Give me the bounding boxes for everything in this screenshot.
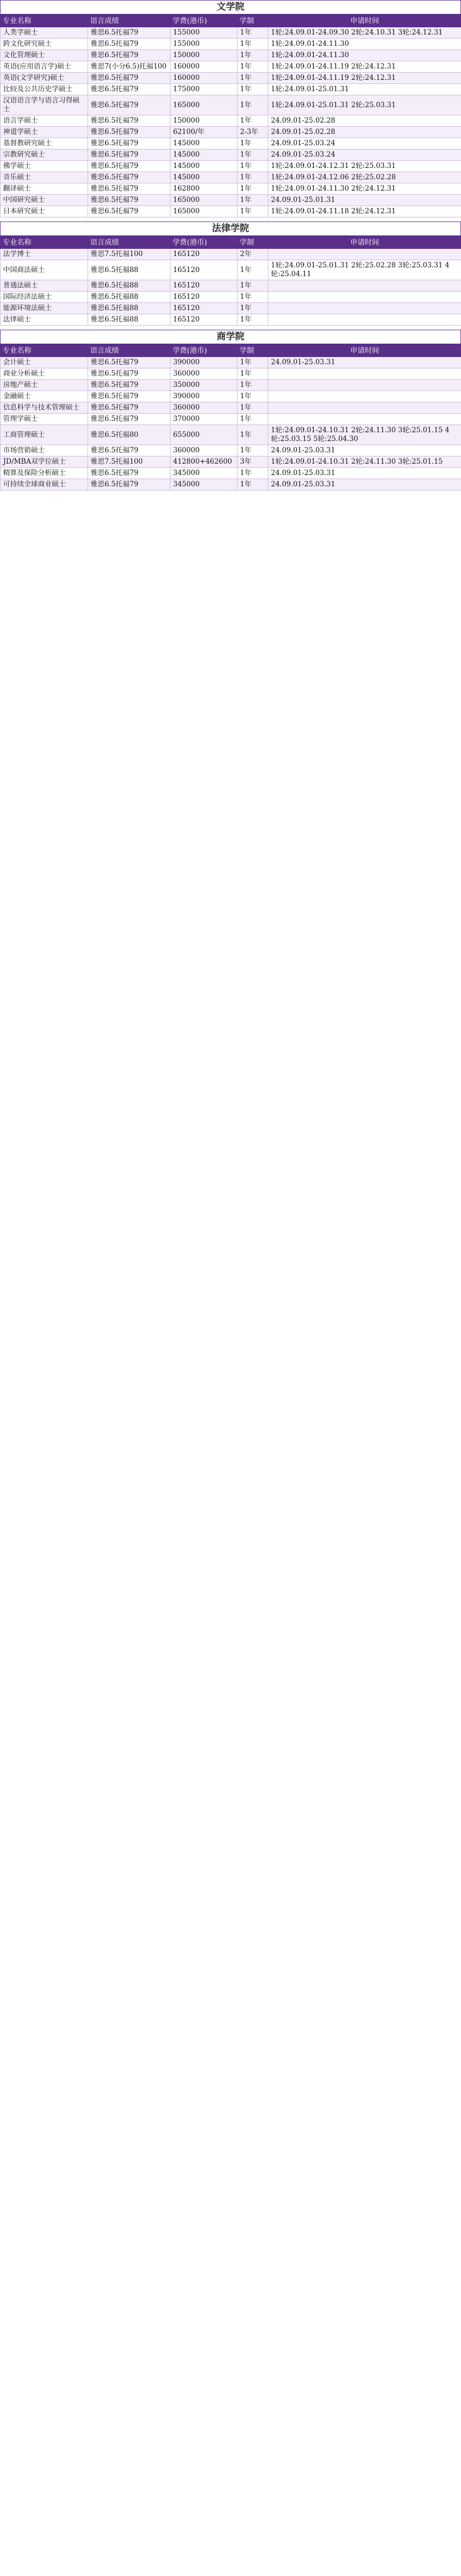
table-row <box>1 391 461 402</box>
duration: 1年 <box>237 368 268 380</box>
language-req: 雅思6.5托福79 <box>88 84 170 95</box>
program-name: 房地产硕士 <box>1 380 88 391</box>
header-deadline: 申请时间 <box>268 344 461 357</box>
language-req: 雅思6.5托福79 <box>88 27 170 39</box>
program-name: 普通法硕士 <box>1 280 88 292</box>
tuition: 145000 <box>170 149 237 161</box>
language-req: 雅思6.5托福79 <box>88 138 170 149</box>
table-row <box>1 260 461 280</box>
program-name: 中国商法硕士 <box>1 260 88 280</box>
duration: 1年 <box>237 115 268 127</box>
program-name: 神道学硕士 <box>1 127 88 138</box>
deadline: 24.09.01-25.02.28 <box>268 115 461 127</box>
program-name: 人类学硕士 <box>1 27 88 39</box>
duration: 1年 <box>237 402 268 414</box>
language-req: 雅思6.5托福79 <box>88 468 170 479</box>
table-row <box>1 84 461 95</box>
duration: 1年 <box>237 314 268 326</box>
table-row <box>1 402 461 414</box>
duration: 1年 <box>237 391 268 402</box>
tuition: 165120 <box>170 292 237 303</box>
tuition: 145000 <box>170 138 237 149</box>
deadline: 1轮:24.09.01-24.09.30 2轮:24.10.31 3轮:24.12.31 <box>268 27 461 39</box>
deadline: 1轮:24.09.01-24.11.19 2轮:24.12.31 <box>268 73 461 84</box>
header-program: 专业名称 <box>1 14 88 27</box>
duration: 1年 <box>237 468 268 479</box>
deadline: 24.09.01-25.03.24 <box>268 138 461 149</box>
language-req: 雅思6.5托福79 <box>88 172 170 183</box>
duration: 3年 <box>237 456 268 468</box>
language-req: 雅思7(小分6.5)托福100 <box>88 61 170 73</box>
duration: 1年 <box>237 172 268 183</box>
program-name: 法学博士 <box>1 249 88 260</box>
deadline: 1轮:24.09.01-25.01.31 2轮:25.03.31 <box>268 95 461 115</box>
program-table <box>0 14 461 217</box>
duration: 1年 <box>237 61 268 73</box>
duration: 1年 <box>237 149 268 161</box>
deadline: 1轮:24.09.01-24.10.31 2轮:24.11.30 3轮:25.01.15 <box>268 456 461 468</box>
deadline <box>268 292 461 303</box>
program-name: 国际经济法硕士 <box>1 292 88 303</box>
deadline <box>268 380 461 391</box>
duration: 1年 <box>237 84 268 95</box>
table-row <box>1 468 461 479</box>
program-name: 文化管理硕士 <box>1 50 88 61</box>
language-req: 雅思6.5托福79 <box>88 445 170 456</box>
deadline: 1轮:24.09.01-24.11.18 2轮:24.12.31 <box>268 206 461 217</box>
section-title: 文学院 <box>0 0 461 14</box>
duration: 1年 <box>237 27 268 39</box>
deadline: 24.09.01-25.03.24 <box>268 149 461 161</box>
deadline: 1轮:24.09.01-24.11.30 <box>268 50 461 61</box>
program-name: 精算及保险分析硕士 <box>1 468 88 479</box>
tuition: 165120 <box>170 314 237 326</box>
deadline: 24.09.01-25.01.31 <box>268 195 461 206</box>
duration: 1年 <box>237 195 268 206</box>
table-row <box>1 149 461 161</box>
table-row <box>1 292 461 303</box>
tuition: 155000 <box>170 39 237 50</box>
header-tuition: 学费(港币) <box>170 14 237 27</box>
header-language: 语言成绩 <box>88 344 170 357</box>
duration: 2-3年 <box>237 127 268 138</box>
tuition: 145000 <box>170 172 237 183</box>
deadline: 24.09.01-25.03.31 <box>268 357 461 368</box>
tuition: 360000 <box>170 445 237 456</box>
tuition: 160000 <box>170 61 237 73</box>
header-deadline: 申请时间 <box>268 14 461 27</box>
deadline <box>268 280 461 292</box>
language-req: 雅思6.5托福79 <box>88 39 170 50</box>
language-req: 雅思6.5托福79 <box>88 73 170 84</box>
language-req: 雅思6.5托福79 <box>88 414 170 425</box>
duration: 1年 <box>237 292 268 303</box>
table-row <box>1 115 461 127</box>
table-row <box>1 183 461 195</box>
table-row <box>1 127 461 138</box>
tuition: 165120 <box>170 249 237 260</box>
table-row <box>1 195 461 206</box>
table-row <box>1 368 461 380</box>
language-req: 雅思6.5托福80 <box>88 425 170 445</box>
language-req: 雅思6.5托福79 <box>88 402 170 414</box>
tuition: 345000 <box>170 468 237 479</box>
duration: 1年 <box>237 138 268 149</box>
program-name: 佛学硕士 <box>1 161 88 172</box>
tuition: 165000 <box>170 206 237 217</box>
tuition: 360000 <box>170 402 237 414</box>
header-tuition: 学费(港币) <box>170 236 237 249</box>
program-name: 可持续全球商业硕士 <box>1 479 88 490</box>
faculty-section <box>0 0 461 217</box>
language-req: 雅思6.5托福79 <box>88 380 170 391</box>
deadline: 1轮:24.09.01-24.11.19 2轮:24.12.31 <box>268 61 461 73</box>
program-name: 信息科学与技术管理硕士 <box>1 402 88 414</box>
language-req: 雅思6.5托福79 <box>88 479 170 490</box>
table-row <box>1 314 461 326</box>
tuition: 345000 <box>170 479 237 490</box>
table-row <box>1 425 461 445</box>
program-name: JD/MBA双学位硕士 <box>1 456 88 468</box>
deadline <box>268 368 461 380</box>
section-title: 法律学院 <box>0 222 461 235</box>
tuition: 655000 <box>170 425 237 445</box>
table-row <box>1 161 461 172</box>
table-header-row <box>1 236 461 249</box>
deadline: 1轮:24.09.01-25.01.31 <box>268 84 461 95</box>
duration: 1年 <box>237 206 268 217</box>
program-name: 商业分析硕士 <box>1 368 88 380</box>
faculty-section <box>0 222 461 326</box>
duration: 1年 <box>237 39 268 50</box>
table-row <box>1 414 461 425</box>
language-req: 雅思6.5托福79 <box>88 115 170 127</box>
language-req: 雅思6.5托福79 <box>88 161 170 172</box>
tuition: 390000 <box>170 391 237 402</box>
table-row <box>1 249 461 260</box>
deadline: 24.09.01-25.03.31 <box>268 468 461 479</box>
table-row <box>1 27 461 39</box>
deadline <box>268 402 461 414</box>
header-duration: 学制 <box>237 344 268 357</box>
tuition: 165120 <box>170 260 237 280</box>
table-row <box>1 61 461 73</box>
tuition: 412800+462600 <box>170 456 237 468</box>
language-req: 雅思6.5托福79 <box>88 195 170 206</box>
tuition: 370000 <box>170 414 237 425</box>
deadline: 24.09.01-25.02.28 <box>268 127 461 138</box>
tuition: 175000 <box>170 84 237 95</box>
program-name: 汉语语言学与语言习得硕士 <box>1 95 88 115</box>
header-program: 专业名称 <box>1 236 88 249</box>
tuition: 145000 <box>170 161 237 172</box>
program-table <box>0 235 461 326</box>
language-req: 雅思6.5托福79 <box>88 95 170 115</box>
language-req: 雅思6.5托福88 <box>88 260 170 280</box>
tuition: 62100/年 <box>170 127 237 138</box>
language-req: 雅思6.5托福88 <box>88 314 170 326</box>
tuition: 350000 <box>170 380 237 391</box>
duration: 1年 <box>237 380 268 391</box>
header-duration: 学制 <box>237 14 268 27</box>
duration: 1年 <box>237 161 268 172</box>
program-name: 跨文化研究硕士 <box>1 39 88 50</box>
language-req: 雅思7.5托福100 <box>88 456 170 468</box>
deadline: 1轮:24.09.01-24.12.31 2轮:25.03.31 <box>268 161 461 172</box>
program-name: 中国研究硕士 <box>1 195 88 206</box>
deadline: 1轮:24.09.01-24.11.30 <box>268 39 461 50</box>
deadline: 1轮:24.09.01-24.10.31 2轮:24.11.30 3轮:25.01.15 4轮:25.03.15 5轮:25.04.30 <box>268 425 461 445</box>
table-row <box>1 303 461 314</box>
table-row <box>1 50 461 61</box>
deadline: 1轮:24.09.01-25.01.31 2轮:25.02.28 3轮:25.03.31 4轮:25.04.11 <box>268 260 461 280</box>
tuition: 165000 <box>170 195 237 206</box>
table-header-row <box>1 14 461 27</box>
table-header-row <box>1 344 461 357</box>
duration: 1年 <box>237 425 268 445</box>
duration: 1年 <box>237 357 268 368</box>
tuition: 390000 <box>170 357 237 368</box>
program-name: 语言学硕士 <box>1 115 88 127</box>
program-name: 管理学硕士 <box>1 414 88 425</box>
language-req: 雅思6.5托福79 <box>88 50 170 61</box>
tuition: 165120 <box>170 303 237 314</box>
duration: 2年 <box>237 249 268 260</box>
header-deadline: 申请时间 <box>268 236 461 249</box>
duration: 1年 <box>237 260 268 280</box>
program-name: 法律硕士 <box>1 314 88 326</box>
program-name: 音乐硕士 <box>1 172 88 183</box>
tuition: 360000 <box>170 368 237 380</box>
deadline <box>268 303 461 314</box>
tuition: 162800 <box>170 183 237 195</box>
program-name: 比较及公共历史学硕士 <box>1 84 88 95</box>
program-name: 能源环境法硕士 <box>1 303 88 314</box>
table-row <box>1 138 461 149</box>
tuition: 150000 <box>170 50 237 61</box>
deadline <box>268 414 461 425</box>
table-row <box>1 445 461 456</box>
deadline: 24.09.01-25.03.31 <box>268 479 461 490</box>
language-req: 雅思6.5托福79 <box>88 357 170 368</box>
table-row <box>1 456 461 468</box>
header-language: 语言成绩 <box>88 236 170 249</box>
duration: 1年 <box>237 479 268 490</box>
program-table <box>0 344 461 490</box>
program-name: 英语(文学研究)硕士 <box>1 73 88 84</box>
faculty-section <box>0 330 461 490</box>
header-program: 专业名称 <box>1 344 88 357</box>
language-req: 雅思6.5托福79 <box>88 368 170 380</box>
duration: 1年 <box>237 73 268 84</box>
language-req: 雅思6.5托福79 <box>88 183 170 195</box>
table-row <box>1 357 461 368</box>
language-req: 雅思7.5托福100 <box>88 249 170 260</box>
table-row <box>1 280 461 292</box>
table-row <box>1 172 461 183</box>
program-name: 基督教研究硕士 <box>1 138 88 149</box>
deadline: 1轮:24.09.01-24.11.30 2轮:24.12.31 <box>268 183 461 195</box>
deadline: 24.09.01-25.03.31 <box>268 445 461 456</box>
header-tuition: 学费(港币) <box>170 344 237 357</box>
language-req: 雅思6.5托福88 <box>88 280 170 292</box>
language-req: 雅思6.5托福79 <box>88 206 170 217</box>
tuition: 150000 <box>170 115 237 127</box>
section-title: 商学院 <box>0 330 461 344</box>
duration: 1年 <box>237 414 268 425</box>
table-row <box>1 206 461 217</box>
deadline <box>268 391 461 402</box>
language-req: 雅思6.5托福88 <box>88 292 170 303</box>
duration: 1年 <box>237 183 268 195</box>
program-name: 翻译硕士 <box>1 183 88 195</box>
deadline <box>268 314 461 326</box>
table-row <box>1 39 461 50</box>
tuition: 155000 <box>170 27 237 39</box>
table-row <box>1 380 461 391</box>
duration: 1年 <box>237 303 268 314</box>
admissions-page <box>0 0 461 490</box>
program-name: 日本研究硕士 <box>1 206 88 217</box>
program-name: 英语(应用语言学)硕士 <box>1 61 88 73</box>
table-row <box>1 95 461 115</box>
language-req: 雅思6.5托福79 <box>88 127 170 138</box>
duration: 1年 <box>237 50 268 61</box>
duration: 1年 <box>237 95 268 115</box>
program-name: 会计硕士 <box>1 357 88 368</box>
duration: 1年 <box>237 445 268 456</box>
deadline: 1轮:24.09.01-24.12.06 2轮:25.02.28 <box>268 172 461 183</box>
header-duration: 学制 <box>237 236 268 249</box>
program-name: 工商管理硕士 <box>1 425 88 445</box>
program-name: 宗教研究硕士 <box>1 149 88 161</box>
duration: 1年 <box>237 280 268 292</box>
tuition: 165120 <box>170 280 237 292</box>
deadline <box>268 249 461 260</box>
language-req: 雅思6.5托福79 <box>88 149 170 161</box>
tuition: 165000 <box>170 95 237 115</box>
language-req: 雅思6.5托福88 <box>88 303 170 314</box>
program-name: 金融硕士 <box>1 391 88 402</box>
table-row <box>1 73 461 84</box>
table-row <box>1 479 461 490</box>
header-language: 语言成绩 <box>88 14 170 27</box>
language-req: 雅思6.5托福79 <box>88 391 170 402</box>
tuition: 160000 <box>170 73 237 84</box>
program-name: 市场营销硕士 <box>1 445 88 456</box>
